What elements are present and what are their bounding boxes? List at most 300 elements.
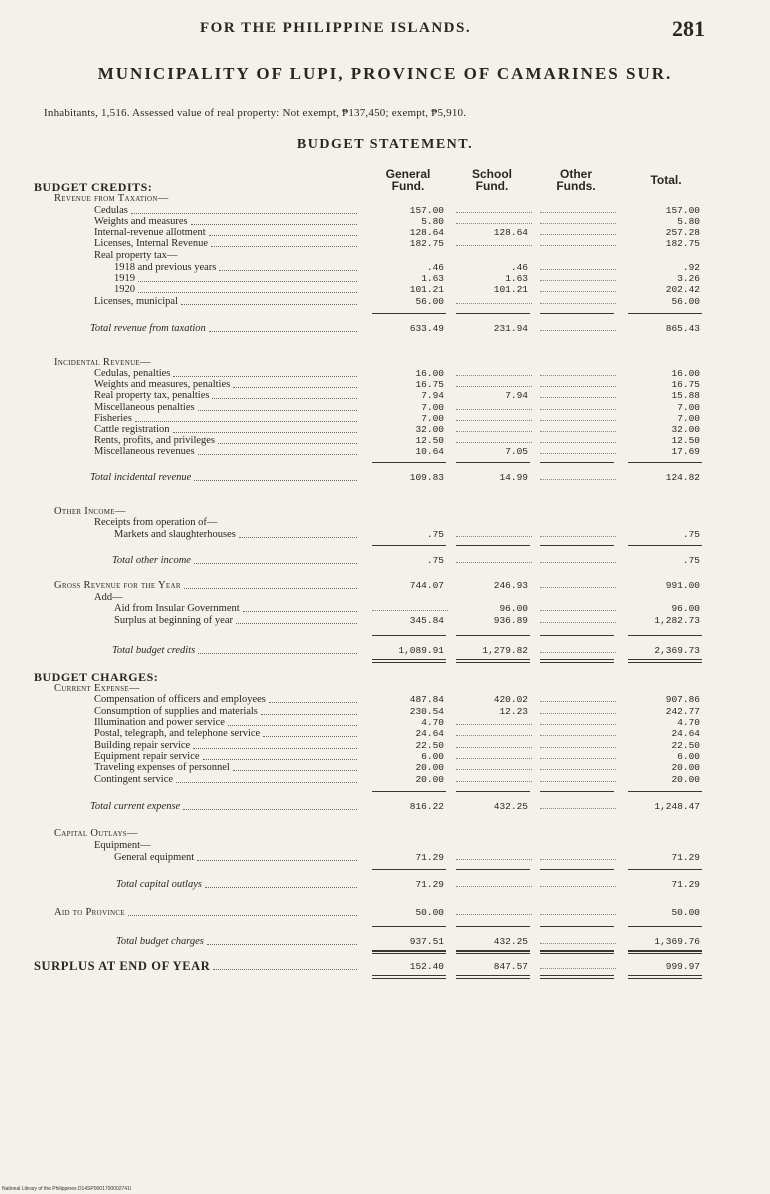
- total-cell: 202.42: [665, 284, 700, 295]
- item-label: Markets and slaughterhouses: [114, 529, 236, 540]
- general-fund-cell: 157.00: [409, 205, 444, 216]
- row-label: Add—: [94, 592, 123, 603]
- total-cell: 2,369.73: [654, 645, 700, 656]
- total-cell: 999.97: [665, 961, 700, 972]
- column-rule: [456, 462, 530, 463]
- total-cell: .75: [682, 555, 700, 566]
- budget-item-row: [0, 227, 770, 238]
- total-cell: 7.00: [677, 402, 700, 413]
- blank-leader: [540, 211, 616, 213]
- school-fund-cell: 96.00: [499, 603, 528, 614]
- general-fund-cell: 20.00: [415, 762, 444, 773]
- blank-leader: [456, 561, 532, 563]
- column-rule: [372, 462, 446, 463]
- blank-leader: [540, 746, 616, 748]
- budget-item-row: [0, 402, 770, 413]
- general-fund-cell: 744.07: [409, 580, 444, 591]
- blank-leader: [456, 768, 532, 770]
- total-row: [0, 472, 770, 483]
- general-fund-cell: 32.00: [415, 424, 444, 435]
- total-cell: 24.64: [671, 728, 700, 739]
- total-cell: 50.00: [671, 907, 700, 918]
- blank-leader: [456, 419, 532, 421]
- blank-leader: [540, 651, 616, 653]
- blank-leader: [540, 723, 616, 725]
- total-cell: 182.75: [665, 238, 700, 249]
- column-rule: [540, 313, 614, 314]
- footer-credit: National Library of the Philippines D14SP0001700002741l: [2, 1186, 131, 1192]
- blank-leader: [540, 586, 616, 588]
- budget-item-row: [0, 774, 770, 785]
- blank-leader: [456, 408, 532, 410]
- column-rule: [372, 545, 446, 546]
- item-label: Compensation of officers and employees: [94, 694, 266, 705]
- column-rule: [628, 951, 702, 952]
- column-rule: [372, 791, 446, 792]
- total-cell: 17.69: [671, 446, 700, 457]
- total-cell: 124.82: [665, 472, 700, 483]
- blank-leader: [540, 302, 616, 304]
- item-label: Building repair service: [94, 740, 191, 751]
- total-cell: 71.29: [671, 852, 700, 863]
- column-rule: [540, 926, 614, 927]
- item-label: Weights and measures: [94, 216, 188, 227]
- item-label: General equipment: [114, 852, 195, 863]
- general-fund-cell: 20.00: [415, 774, 444, 785]
- total-cell: 907.86: [665, 694, 700, 705]
- total-label: Total other income: [112, 555, 191, 566]
- total-label: Total budget charges: [116, 936, 204, 947]
- total-cell: 12.50: [671, 435, 700, 446]
- general-fund-cell: 937.51: [409, 936, 444, 947]
- blank-leader: [456, 441, 532, 443]
- general-fund-cell: 1,089.91: [398, 645, 444, 656]
- general-fund-cell: 71.29: [415, 852, 444, 863]
- total-cell: 20.00: [671, 762, 700, 773]
- general-fund-cell: 345.84: [409, 615, 444, 626]
- school-fund-cell: 847.57: [493, 961, 528, 972]
- column-header-line: Other: [559, 167, 592, 181]
- blank-leader: [540, 478, 616, 480]
- budget-item-row: [0, 603, 770, 614]
- budget-item-row: [0, 728, 770, 739]
- item-label: Licenses, municipal: [94, 296, 178, 307]
- table-row: [0, 672, 770, 683]
- blank-leader: [456, 885, 532, 887]
- blank-leader: [456, 746, 532, 748]
- budget-item-row: [0, 751, 770, 762]
- column-rule: [456, 545, 530, 546]
- surplus-label: SURPLUS AT END OF YEAR: [34, 959, 211, 973]
- school-fund-cell: 12.23: [499, 706, 528, 717]
- blank-leader: [540, 700, 616, 702]
- item-label: Rents, profits, and privileges: [94, 435, 216, 446]
- general-fund-cell: 4.70: [421, 717, 444, 728]
- item-label: Postal, telegraph, and telephone service: [94, 728, 261, 739]
- school-fund-cell: 7.94: [505, 390, 528, 401]
- table-row: [0, 250, 770, 261]
- general-fund-cell: 128.64: [409, 227, 444, 238]
- total-row: [0, 645, 770, 656]
- general-fund-cell: 6.00: [421, 751, 444, 762]
- item-label: Illumination and power service: [94, 717, 225, 728]
- budget-item-row: [0, 435, 770, 446]
- blank-leader: [540, 419, 616, 421]
- general-fund-cell: 109.83: [409, 472, 444, 483]
- summary-label: Gross Revenue for the Year: [54, 580, 181, 591]
- item-label: Surplus at beginning of year: [114, 615, 233, 626]
- row-label: Equipment—: [94, 840, 151, 851]
- item-label: Miscellaneous penalties: [94, 402, 195, 413]
- budget-statement-heading: BUDGET STATEMENT.: [296, 137, 474, 152]
- page-number: 281: [672, 16, 705, 41]
- column-rule: [456, 791, 530, 792]
- subsection-heading: Other Income—: [54, 506, 126, 517]
- total-cell: 16.00: [671, 368, 700, 379]
- blank-leader: [540, 609, 616, 611]
- table-row: [0, 506, 770, 517]
- general-fund-cell: 71.29: [415, 879, 444, 890]
- general-fund-cell: 50.00: [415, 907, 444, 918]
- item-label: Real property tax, penalties: [94, 390, 210, 401]
- item-label: 1920: [114, 284, 135, 295]
- blank-leader: [540, 408, 616, 410]
- budget-item-row: [0, 852, 770, 863]
- total-cell: .75: [682, 529, 700, 540]
- blank-leader: [456, 302, 532, 304]
- school-fund-cell: .46: [510, 262, 528, 273]
- total-cell: 4.70: [677, 717, 700, 728]
- blank-leader: [540, 712, 616, 714]
- column-rule: [540, 791, 614, 792]
- school-fund-cell: 14.99: [499, 472, 528, 483]
- school-fund-cell: 101.21: [493, 284, 528, 295]
- total-cell: 56.00: [671, 296, 700, 307]
- section-heading: BUDGET CREDITS:: [34, 180, 153, 194]
- blank-leader: [456, 734, 532, 736]
- total-label: Total budget credits: [112, 645, 196, 656]
- budget-item-row: [0, 379, 770, 390]
- general-fund-cell: 7.00: [421, 413, 444, 424]
- general-fund-cell: 24.64: [415, 728, 444, 739]
- total-cell: 96.00: [671, 603, 700, 614]
- blank-leader: [540, 290, 616, 292]
- blank-leader: [540, 621, 616, 623]
- school-fund-cell: 1,279.82: [482, 645, 528, 656]
- school-fund-cell: 432.25: [493, 801, 528, 812]
- item-label: Licenses, Internal Revenue: [94, 238, 208, 249]
- total-cell: 22.50: [671, 740, 700, 751]
- total-row: [0, 323, 770, 334]
- subsection-heading: Current Expense—: [54, 683, 140, 694]
- blank-leader: [456, 723, 532, 725]
- total-label: Total incidental revenue: [90, 472, 192, 483]
- school-fund-cell: 246.93: [493, 580, 528, 591]
- item-label: Internal-revenue allotment: [94, 227, 206, 238]
- budget-item-row: [0, 762, 770, 773]
- total-cell: 991.00: [665, 580, 700, 591]
- budget-item-row: [0, 717, 770, 728]
- blank-leader: [456, 430, 532, 432]
- budget-item-row: [0, 446, 770, 457]
- school-fund-cell: 231.94: [493, 323, 528, 334]
- blank-leader: [456, 244, 532, 246]
- column-rule: [372, 313, 446, 314]
- total-cell: 16.75: [671, 379, 700, 390]
- subsection-heading: Incidental Revenue—: [54, 357, 151, 368]
- column-rule: [540, 462, 614, 463]
- total-cell: 32.00: [671, 424, 700, 435]
- item-label: Traveling expenses of personnel: [94, 762, 230, 773]
- general-fund-cell: 1.63: [421, 273, 444, 284]
- total-cell: 6.00: [677, 751, 700, 762]
- blank-leader: [540, 885, 616, 887]
- budget-item-row: [0, 296, 770, 307]
- blank-leader: [540, 967, 616, 969]
- blank-leader: [456, 757, 532, 759]
- budget-item-row: [0, 205, 770, 216]
- blank-leader: [456, 780, 532, 782]
- item-label: Contingent service: [94, 774, 174, 785]
- blank-leader: [456, 858, 532, 860]
- item-label: Aid from Insular Government: [114, 603, 240, 614]
- column-rule: [628, 313, 702, 314]
- general-fund-cell: 633.49: [409, 323, 444, 334]
- school-fund-cell: 128.64: [493, 227, 528, 238]
- total-cell: 71.29: [671, 879, 700, 890]
- column-rule: [628, 869, 702, 870]
- total-cell: 1,282.73: [654, 615, 700, 626]
- double-rule: [628, 659, 702, 663]
- blank-leader: [540, 942, 616, 944]
- school-fund-cell: 432.25: [493, 936, 528, 947]
- table-row: [0, 193, 770, 204]
- total-cell: 3.26: [677, 273, 700, 284]
- blank-leader: [540, 441, 616, 443]
- school-fund-cell: 7.05: [505, 446, 528, 457]
- budget-item-row: [0, 238, 770, 249]
- item-label: Cedulas: [94, 205, 128, 216]
- school-fund-cell: 936.89: [493, 615, 528, 626]
- blank-leader: [456, 374, 532, 376]
- blank-leader: [540, 768, 616, 770]
- blank-leader: [540, 561, 616, 563]
- total-cell: 1,369.76: [654, 936, 700, 947]
- column-header-line: General: [385, 167, 431, 181]
- budget-item-row: [0, 273, 770, 284]
- total-cell: 865.43: [665, 323, 700, 334]
- blank-leader: [456, 222, 532, 224]
- total-row: [0, 936, 770, 947]
- column-rule: [456, 951, 530, 952]
- subsection-heading: Capital Outlays—: [54, 828, 138, 839]
- column-header-line: Total.: [650, 173, 682, 187]
- row-label: Receipts from operation of—: [94, 517, 218, 528]
- budget-item-row: [0, 262, 770, 273]
- table-row: [0, 683, 770, 694]
- column-rule: [456, 635, 530, 636]
- inhabitants-line: Inhabitants, 1,516. Assessed value of real property: Not exempt, ₱137,450; exempt, ₱5,910.: [44, 107, 467, 119]
- double-rule: [628, 975, 702, 979]
- budget-item-row: [0, 390, 770, 401]
- general-fund-cell: .46: [426, 262, 444, 273]
- total-cell: 15.88: [671, 390, 700, 401]
- blank-leader: [540, 535, 616, 537]
- column-rule: [540, 635, 614, 636]
- double-rule: [540, 975, 614, 979]
- running-head: FOR THE PHILIPPINE ISLANDS.: [200, 20, 472, 36]
- blank-leader: [540, 913, 616, 915]
- general-fund-cell: .75: [426, 529, 444, 540]
- item-label: 1918 and previous years: [114, 262, 217, 273]
- table-row: [0, 840, 770, 851]
- column-rule: [628, 926, 702, 927]
- general-fund-cell: 5.80: [421, 216, 444, 227]
- general-fund-cell: 16.00: [415, 368, 444, 379]
- total-cell: 157.00: [665, 205, 700, 216]
- blank-leader: [540, 268, 616, 270]
- blank-leader: [540, 858, 616, 860]
- column-rule: [372, 951, 446, 952]
- total-row: [0, 555, 770, 566]
- column-header-line: Fund.: [391, 179, 425, 193]
- column-rule: [456, 313, 530, 314]
- row-label: Real property tax—: [94, 250, 178, 261]
- general-fund-cell: 182.75: [409, 238, 444, 249]
- column-header-line: School: [471, 167, 512, 181]
- general-fund-cell: 816.22: [409, 801, 444, 812]
- total-cell: 1,248.47: [654, 801, 700, 812]
- blank-leader: [540, 807, 616, 809]
- item-label: Equipment repair service: [94, 751, 200, 762]
- general-fund-cell: 10.64: [415, 446, 444, 457]
- column-header-line: Fund.: [475, 179, 509, 193]
- blank-leader: [540, 279, 616, 281]
- summary-row: [0, 907, 770, 918]
- budget-item-row: [0, 529, 770, 540]
- total-label: Total capital outlays: [116, 879, 202, 890]
- subsection-heading: Revenue from Taxation—: [54, 193, 169, 204]
- table-row: [0, 357, 770, 368]
- general-fund-cell: 230.54: [409, 706, 444, 717]
- budget-item-row: [0, 284, 770, 295]
- blank-leader: [456, 913, 532, 915]
- column-rule: [540, 869, 614, 870]
- double-rule: [372, 975, 446, 979]
- column-rule: [372, 635, 446, 636]
- surplus-row: [0, 961, 770, 972]
- total-label: Total revenue from taxation: [90, 323, 206, 334]
- general-fund-cell: 487.84: [409, 694, 444, 705]
- general-fund-cell: .75: [426, 555, 444, 566]
- blank-leader: [540, 430, 616, 432]
- budget-item-row: [0, 706, 770, 717]
- budget-item-row: [0, 694, 770, 705]
- budget-item-row: [0, 740, 770, 751]
- column-rule: [456, 926, 530, 927]
- summary-label: Aid to Province: [54, 907, 125, 918]
- budget-item-row: [0, 413, 770, 424]
- blank-leader: [540, 233, 616, 235]
- general-fund-cell: 12.50: [415, 435, 444, 446]
- double-rule: [372, 659, 446, 663]
- blank-leader: [540, 734, 616, 736]
- column-rule: [456, 869, 530, 870]
- column-rule: [372, 926, 446, 927]
- item-label: 1919: [114, 273, 135, 284]
- total-label: Total current expense: [90, 801, 181, 812]
- total-cell: 20.00: [671, 774, 700, 785]
- column-rule: [372, 869, 446, 870]
- blank-leader: [540, 757, 616, 759]
- column-rule: [540, 545, 614, 546]
- blank-leader: [456, 211, 532, 213]
- general-fund-cell: 152.40: [409, 961, 444, 972]
- double-rule: [540, 659, 614, 663]
- blank-leader: [540, 396, 616, 398]
- blank-leader: [540, 385, 616, 387]
- column-header-line: Funds.: [556, 179, 596, 193]
- budget-item-row: [0, 216, 770, 227]
- general-fund-cell: 7.00: [421, 402, 444, 413]
- double-rule: [456, 659, 530, 663]
- column-rule: [628, 635, 702, 636]
- municipality-title: MUNICIPALITY OF LUPI, PROVINCE OF CAMARINES SUR.: [97, 64, 673, 83]
- total-row: [0, 801, 770, 812]
- double-rule: [456, 975, 530, 979]
- general-fund-cell: 101.21: [409, 284, 444, 295]
- total-cell: 242.77: [665, 706, 700, 717]
- column-rule: [540, 951, 614, 952]
- section-heading: BUDGET CHARGES:: [34, 670, 159, 684]
- blank-leader: [540, 780, 616, 782]
- total-cell: 5.80: [677, 216, 700, 227]
- column-rule: [628, 791, 702, 792]
- blank-leader: [540, 374, 616, 376]
- item-label: Weights and measures, penalties: [94, 379, 231, 390]
- total-cell: 257.28: [665, 227, 700, 238]
- blank-leader: [372, 609, 448, 611]
- total-row: [0, 879, 770, 890]
- blank-leader: [456, 535, 532, 537]
- table-row: [0, 517, 770, 528]
- blank-leader: [540, 329, 616, 331]
- table-row: [0, 828, 770, 839]
- budget-item-row: [0, 615, 770, 626]
- table-row: [0, 592, 770, 603]
- budget-item-row: [0, 368, 770, 379]
- item-label: Miscellaneous revenues: [94, 446, 195, 457]
- school-fund-cell: 420.02: [493, 694, 528, 705]
- blank-leader: [540, 244, 616, 246]
- item-label: Fisheries: [94, 413, 132, 424]
- general-fund-cell: 7.94: [421, 390, 444, 401]
- general-fund-cell: 56.00: [415, 296, 444, 307]
- general-fund-cell: 16.75: [415, 379, 444, 390]
- item-label: Consumption of supplies and materials: [94, 706, 258, 717]
- item-label: Cedulas, penalties: [94, 368, 171, 379]
- budget-item-row: [0, 424, 770, 435]
- blank-leader: [540, 222, 616, 224]
- summary-row: [0, 580, 770, 591]
- general-fund-cell: 22.50: [415, 740, 444, 751]
- item-label: Cattle registration: [94, 424, 170, 435]
- blank-leader: [540, 452, 616, 454]
- blank-leader: [456, 385, 532, 387]
- school-fund-cell: 1.63: [505, 273, 528, 284]
- total-cell: .92: [682, 262, 700, 273]
- total-cell: 7.00: [677, 413, 700, 424]
